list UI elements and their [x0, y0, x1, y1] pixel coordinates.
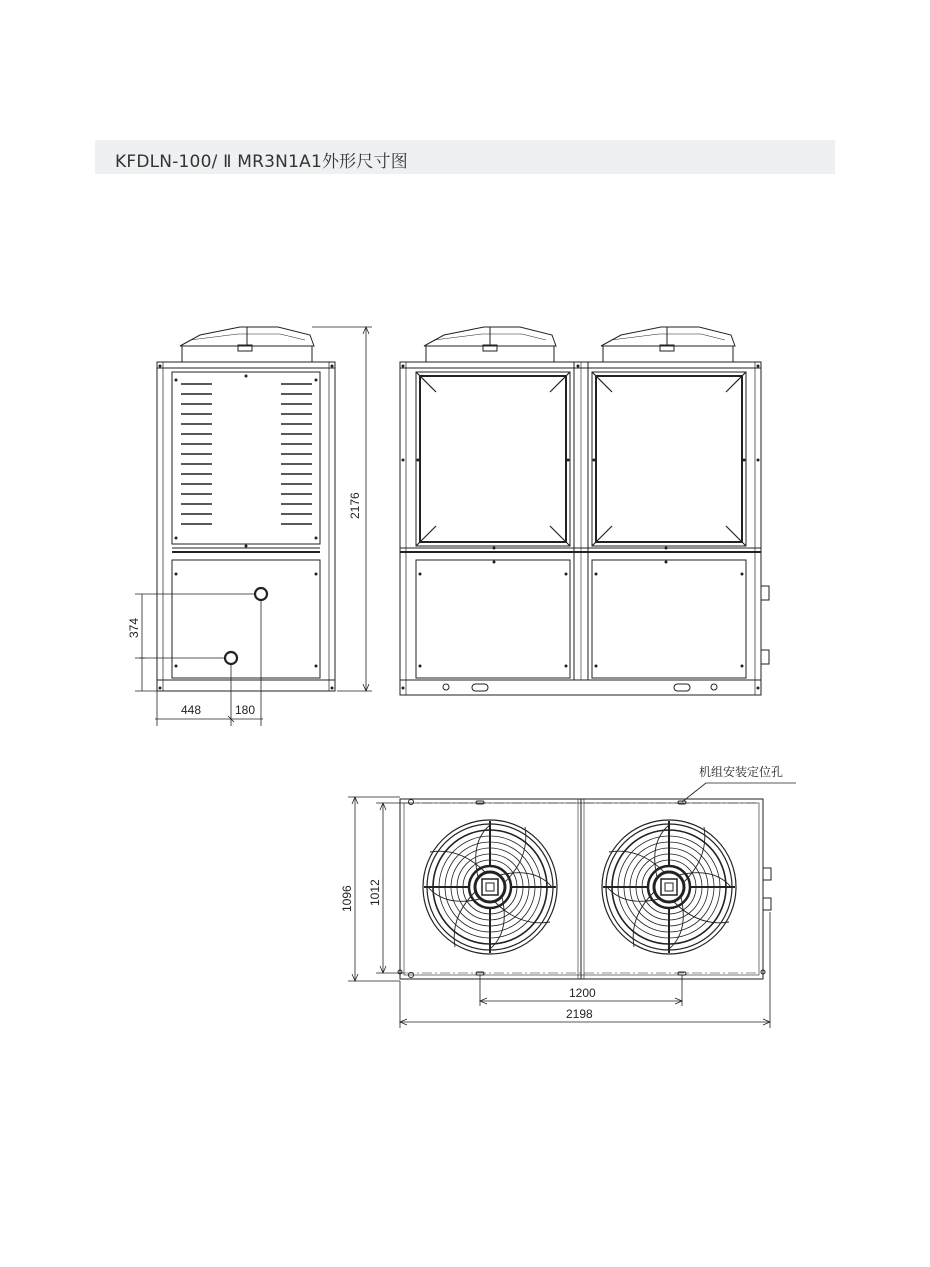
top-water-connector-1 — [763, 868, 771, 880]
dim-spacing-1200: 1200 — [569, 986, 596, 1000]
front-forklift-slot-right — [674, 684, 690, 691]
front-water-connector-bottom — [761, 650, 769, 664]
side-louvers-left — [181, 384, 212, 524]
front-forklift-slot-left — [472, 684, 488, 691]
top-view — [398, 799, 771, 979]
mounting-hole-label: 机组安装定位孔 — [699, 765, 784, 779]
side-dimension-lines — [135, 327, 372, 726]
dim-offset-448: 448 — [181, 703, 202, 717]
front-lower-panel-right — [592, 560, 746, 678]
front-view — [400, 327, 769, 695]
side-louvers-right — [281, 384, 312, 524]
front-lower-panel-left — [416, 560, 570, 678]
dim-width-2198: 2198 — [566, 1007, 593, 1021]
dim-depth-1096: 1096 — [340, 885, 354, 912]
side-view — [157, 327, 335, 691]
front-coil-right — [592, 372, 746, 546]
side-frame — [157, 362, 335, 691]
side-pipe-outlet — [255, 588, 267, 600]
front-fan-cap-right — [601, 327, 735, 362]
dim-depth-1012: 1012 — [368, 879, 382, 906]
dim-offset-180: 180 — [235, 703, 256, 717]
front-coil-left — [416, 372, 570, 546]
side-lower-panel — [172, 560, 320, 678]
side-fan-cap-base — [182, 346, 312, 362]
front-frame — [400, 362, 761, 695]
front-water-connector-top — [761, 586, 769, 600]
top-fan-right — [602, 820, 736, 954]
page-title: KFDLN-100/ Ⅱ MR3N1A1外形尺寸图 — [115, 152, 408, 172]
dim-height-2176: 2176 — [348, 492, 362, 519]
side-pipe-inlet — [225, 652, 237, 664]
front-screws — [402, 365, 760, 690]
front-fan-cap-left — [424, 327, 556, 362]
dim-pipe-374: 374 — [127, 617, 141, 638]
side-upper-panel — [172, 372, 320, 544]
top-fan-left — [423, 820, 557, 954]
top-water-connector-2 — [763, 898, 771, 910]
